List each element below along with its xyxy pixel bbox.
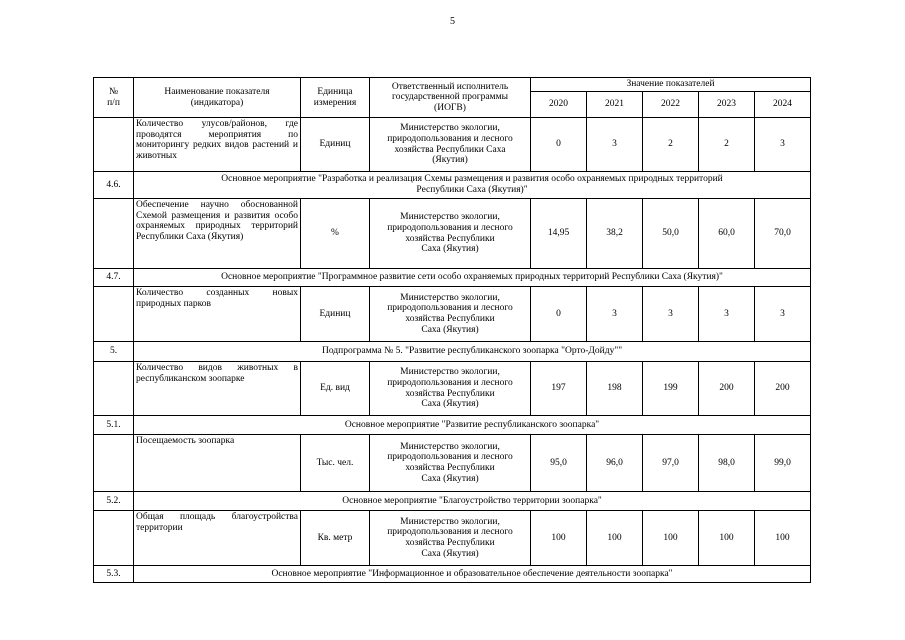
section-row [94, 172, 811, 199]
indicator-unit: % [301, 199, 370, 269]
row-number: 4.6. [94, 172, 134, 199]
indicator-value: 50,0 [643, 199, 699, 269]
indicator-executor: Министерство экологии, природопользования и лесного хозяйства Республики Саха (Якутия) [370, 287, 531, 342]
indicator-value: 97,0 [643, 435, 699, 492]
indicator-value: 2 [699, 118, 755, 172]
indicator-value: 3 [755, 118, 811, 172]
indicator-value: 0 [531, 287, 587, 342]
indicator-value: 95,0 [531, 435, 587, 492]
header-year: 2021 [587, 92, 643, 118]
section-title: Основное мероприятие "Программное развитие сети особо охраняемых природных территорий Республики Саха (Якутия)" [134, 269, 811, 287]
indicator-executor: Министерство экологии, природопользования и лесного хозяйства Республики Саха (Якутия) [370, 118, 531, 172]
indicator-value: 99,0 [755, 435, 811, 492]
indicator-name: Количество улусов/районов, где проводятся мероприятия по мониторингу редких видов растений и животных [134, 118, 301, 172]
section-row [94, 269, 811, 287]
indicator-value: 100 [755, 511, 811, 566]
header-name: Наименование показателя (индикатора) [134, 78, 301, 118]
page-number: 5 [450, 16, 455, 27]
header-year: 2023 [699, 92, 755, 118]
indicator-value: 200 [755, 362, 811, 416]
indicator-value: 70,0 [755, 199, 811, 269]
indicator-value: 3 [755, 287, 811, 342]
indicator-value: 3 [587, 118, 643, 172]
indicator-unit: Единиц [301, 118, 370, 172]
row-number [94, 511, 134, 566]
table-row [94, 118, 811, 172]
row-number: 5.2. [94, 492, 134, 511]
indicator-value: 200 [699, 362, 755, 416]
header-year: 2022 [643, 92, 699, 118]
indicator-value: 60,0 [699, 199, 755, 269]
indicator-executor: Министерство экологии, природопользования и лесного хозяйства Республики Саха (Якутия) [370, 199, 531, 269]
section-row [94, 492, 811, 511]
section-title: Основное мероприятие "Благоустройство территории зоопарка" [134, 492, 811, 511]
indicator-name: Посещаемость зоопарка [134, 435, 301, 492]
indicator-value: 199 [643, 362, 699, 416]
header-values: Значение показателей [531, 78, 811, 92]
section-row [94, 566, 811, 583]
row-number [94, 435, 134, 492]
indicator-executor: Министерство экологии, природопользования и лесного хозяйства Республики Саха (Якутия) [370, 362, 531, 416]
indicator-value: 38,2 [587, 199, 643, 269]
indicator-value: 100 [531, 511, 587, 566]
table-body [94, 118, 811, 583]
row-number [94, 287, 134, 342]
indicator-value: 96,0 [587, 435, 643, 492]
table-row [94, 287, 811, 342]
table-row [94, 199, 811, 269]
indicator-value: 198 [587, 362, 643, 416]
indicator-value: 3 [587, 287, 643, 342]
indicator-value: 100 [643, 511, 699, 566]
row-number [94, 362, 134, 416]
indicator-executor: Министерство экологии, природопользования и лесного хозяйства Республики Саха (Якутия) [370, 511, 531, 566]
table-row [94, 511, 811, 566]
indicator-unit: Единиц [301, 287, 370, 342]
section-title: Основное мероприятие "Разработка и реализация Схемы размещения и развития особо охраняемых природных территорий Республики Саха (Якутия)" [134, 172, 811, 199]
section-title: Основное мероприятие "Информационное и образовательное обеспечение деятельности зоопарка" [134, 566, 811, 583]
row-number [94, 199, 134, 269]
indicator-value: 3 [643, 287, 699, 342]
indicator-value: 3 [699, 287, 755, 342]
section-row [94, 342, 811, 362]
indicator-value: 100 [587, 511, 643, 566]
section-title: Основное мероприятие "Развитие республиканского зоопарка" [134, 416, 811, 435]
indicator-value: 100 [699, 511, 755, 566]
indicator-unit: Кв. метр [301, 511, 370, 566]
section-row [94, 416, 811, 435]
table-header [94, 78, 811, 118]
indicator-value: 0 [531, 118, 587, 172]
indicator-executor: Министерство экологии, природопользования и лесного хозяйства Республики Саха (Якутия) [370, 435, 531, 492]
row-number: 4.7. [94, 269, 134, 287]
row-number: 5. [94, 342, 134, 362]
indicator-value: 197 [531, 362, 587, 416]
header-num: № п/п [94, 78, 134, 118]
header-year: 2020 [531, 92, 587, 118]
indicator-unit: Ед. вид [301, 362, 370, 416]
row-number: 5.1. [94, 416, 134, 435]
indicator-name: Количество видов животных в республиканском зоопарке [134, 362, 301, 416]
indicator-value: 14,95 [531, 199, 587, 269]
indicator-value: 2 [643, 118, 699, 172]
indicators-table [93, 77, 811, 583]
header-executor: Ответственный исполнитель государственной программы (ИОГВ) [370, 78, 531, 118]
indicator-name: Количество созданных новых природных парков [134, 287, 301, 342]
indicator-value: 98,0 [699, 435, 755, 492]
table-row [94, 362, 811, 416]
indicator-name: Общая площадь благоустройства территории [134, 511, 301, 566]
row-number [94, 118, 134, 172]
indicator-unit: Тыс. чел. [301, 435, 370, 492]
header-unit: Единица измерения [301, 78, 370, 118]
indicator-name: Обеспечение научно обоснованной Схемой размещения и развития особо охраняемых природных территорий Республики Саха (Якутия) [134, 199, 301, 269]
table-row [94, 435, 811, 492]
row-number: 5.3. [94, 566, 134, 583]
section-title: Подпрограмма № 5. "Развитие республиканского зоопарка "Орто-Дойду"" [134, 342, 811, 362]
header-year: 2024 [755, 92, 811, 118]
